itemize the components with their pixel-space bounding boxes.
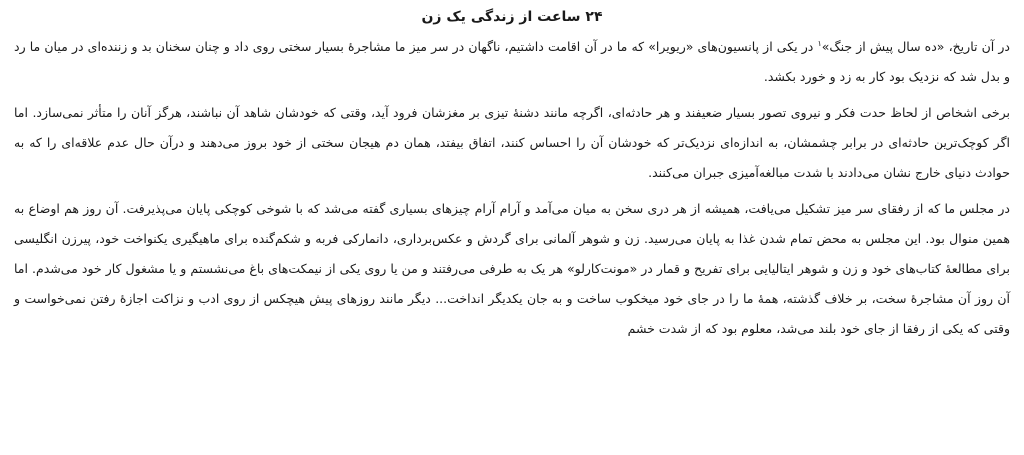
footnote-marker[interactable]: ۱ [817,38,822,48]
paragraph-1-text-start: در آن تاریخ، «ده سال پیش از جنگ» [821,39,1010,54]
paragraph-3: در مجلس ما که از رفقای سر میز تشکیل می‌یافت، همیشه از هر دری سخن به میان می‌آمد و آرام آرام چیزهای بسیاری گفته می‌شد که با شوخی کوچکی پایان می‌پذیرفت. آن روز هم اوضاع به همین منوال بود. این مجلس به محض تمام شدن غذا به پایان می‌رسید. زن و شوهر آلمانی برای گردش و عکس‌برداری، دانمارکی فربه و شکم‌گنده برای ماهیگیری یکنواخت خود، پیرزن انگلیسی برای مطالعهٔ کتاب‌های خود و زن و شوهر ایتالیایی برای تفریح و قمار در «مونت‌کارلو» هر یک به طرفی می‌رفتند و من یا روی یکی از نیمکت‌های باغ می‌نشستم و یا مشغول کار خود می‌شدم. اما آن روز آن مشاجرهٔ سخت، بر خلاف گذشته، همهٔ ما را در جای خود میخکوب ساخت و به جان یکدیگر انداخت... دیگر مانند روزهای پیش هیچکس از روی ادب و نزاکت اجازهٔ رفتن نمی‌خواست و وقتی که یکی از رفقا از جای خود بلند می‌شد، معلوم بود که از شدت خشم [14,201,1010,336]
paragraph-2: برخی اشخاص از لحاظ حدت فکر و نیروی تصور بسیار ضعیفند و هر حادثه‌ای، اگرچه مانند دشنهٔ تیزی بر مغزشان فرود آید، وقتی که خودشان شاهد آن نباشند، هرگز آنان را متأثر نمی‌سازد. اما اگر کوچک‌ترین حادثه‌ای در برابر چشمشان، به اندازه‌ای نزدیک‌تر که خودشان آن را احساس کنند، اتفاق بیفتد، همان دم هیجان سختی از خود بروز می‌دهند و درآن حال عدم علاقه‌ای را که به حوادث دنیای خارج نشان می‌دادند با شدت مبالغه‌آمیزی جبران می‌کنند. [14,105,1010,180]
paragraph-1-text-end: در یکی از پانسیون‌های «ریویرا» که ما در آن اقامت داشتیم، ناگهان در سر میز ما مشاجرهٔ بسیار سختی روی داد و چنان سخنان بد و زننده‌ای در میان ما رد و بدل شد که نزدیک بود کار به زد و خورد بکشد. [14,39,1010,84]
paragraph-1 [14,32,1010,92]
page-title: ۲۴ ساعت از زندگی یک زن [421,9,603,25]
